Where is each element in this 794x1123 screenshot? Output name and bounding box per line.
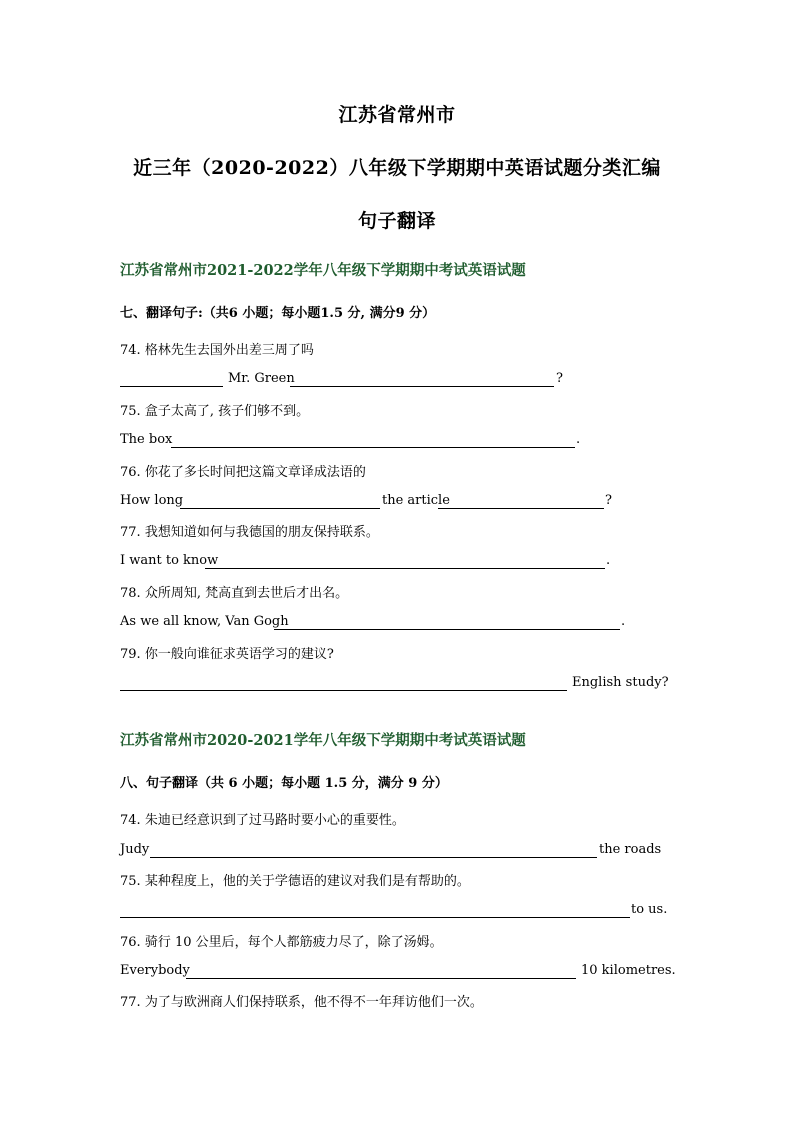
doc-title-region: 江苏省常州市	[338, 104, 456, 126]
question-77	[120, 991, 483, 1010]
question-number: 74.	[120, 343, 141, 358]
answer-prompt: the article	[382, 493, 450, 508]
answer-blank[interactable]	[150, 857, 597, 858]
question-number: 77.	[120, 995, 141, 1010]
question-79	[120, 643, 334, 662]
answer-line-76	[120, 963, 680, 981]
answer-prompt: the roads	[599, 842, 662, 857]
question-75	[120, 870, 470, 889]
question-number: 75.	[120, 874, 141, 889]
answer-prompt: How long	[120, 493, 184, 508]
question-chinese: 骑行 10 公里后，每个人都筋疲力尽了，除了汤姆。	[144, 935, 443, 950]
question-chinese: 朱迪已经意识到了过马路时要小心的重要性。	[144, 813, 405, 828]
answer-line-74	[120, 371, 680, 389]
question-74	[120, 809, 405, 828]
answer-blank[interactable]	[180, 508, 380, 509]
question-number: 79.	[120, 647, 141, 662]
answer-blank[interactable]	[438, 508, 604, 509]
section-instructions: 七、翻译句子:（共6 小题；每小题1.5 分, 满分9 分）	[120, 306, 436, 321]
question-76	[120, 931, 443, 950]
answer-prompt: Judy	[120, 842, 150, 857]
answer-prompt: The box	[120, 432, 173, 447]
question-number: 74.	[120, 813, 141, 828]
question-78	[120, 582, 348, 601]
answer-line-76	[120, 493, 680, 511]
question-chinese: 你一般向谁征求英语学习的建议?	[144, 647, 334, 662]
question-77	[120, 521, 379, 540]
question-74	[120, 339, 314, 358]
doc-title-main: 近三年（2020-2022）八年级下学期期中英语试题分类汇编	[133, 157, 661, 179]
question-chinese: 你花了多长时间把这篇文章译成法语的	[144, 465, 366, 480]
answer-prompt: As we all know, Van Gogh	[120, 614, 289, 629]
answer-line-77	[120, 553, 680, 571]
answer-prompt: Everybody	[120, 963, 190, 978]
answer-prompt: ?	[556, 371, 563, 386]
answer-prompt: ?	[605, 493, 612, 508]
answer-line-78	[120, 614, 680, 632]
question-chinese: 众所周知, 梵高直到去世后才出名。	[144, 586, 349, 601]
section-title-2020-2021: 江苏省常州市2020-2021学年八年级下学期期中考试英语试题	[120, 732, 526, 749]
answer-prompt: English study?	[572, 675, 669, 690]
question-chinese: 为了与欧洲商人们保持联系，他不得不一年拜访他们一次。	[144, 995, 483, 1010]
answer-line-79	[120, 675, 680, 693]
question-number: 76.	[120, 935, 141, 950]
answer-blank[interactable]	[205, 568, 605, 569]
doc-title-topic: 句子翻译	[357, 210, 436, 232]
answer-prompt: 10 kilometres.	[581, 963, 676, 978]
answer-blank[interactable]	[290, 386, 554, 387]
question-chinese: 我想知道如何与我德国的朋友保持联系。	[144, 525, 379, 540]
answer-blank[interactable]	[171, 447, 575, 448]
answer-prompt: .	[606, 553, 611, 568]
section-title-2021-2022: 江苏省常州市2021-2022学年八年级下学期期中考试英语试题	[120, 262, 526, 279]
answer-blank[interactable]	[186, 978, 576, 979]
answer-prompt: I want to know	[120, 553, 219, 568]
question-chinese: 某种程度上，他的关于学德语的建议对我们是有帮助的。	[144, 874, 470, 889]
answer-prompt: .	[621, 614, 626, 629]
answer-blank[interactable]	[120, 690, 567, 691]
answer-blank[interactable]	[120, 917, 630, 918]
answer-prompt: to us.	[631, 902, 668, 917]
answer-prompt: Mr. Green	[228, 371, 295, 386]
answer-prompt: .	[576, 432, 581, 447]
section-instructions: 八、句子翻译（共 6 小题；每小题 1.5 分，满分 9 分）	[120, 776, 448, 791]
question-number: 77.	[120, 525, 141, 540]
answer-blank[interactable]	[120, 386, 223, 387]
answer-line-75	[120, 432, 680, 450]
question-number: 76.	[120, 465, 141, 480]
question-number: 75.	[120, 404, 141, 419]
question-76	[120, 461, 366, 480]
answer-line-75	[120, 902, 680, 920]
question-chinese: 盒子太高了, 孩子们够不到。	[144, 404, 310, 419]
question-number: 78.	[120, 586, 141, 601]
question-75	[120, 400, 309, 419]
answer-blank[interactable]	[274, 629, 620, 630]
question-chinese: 格林先生去国外出差三周了吗	[144, 343, 314, 358]
answer-line-74	[120, 842, 680, 860]
